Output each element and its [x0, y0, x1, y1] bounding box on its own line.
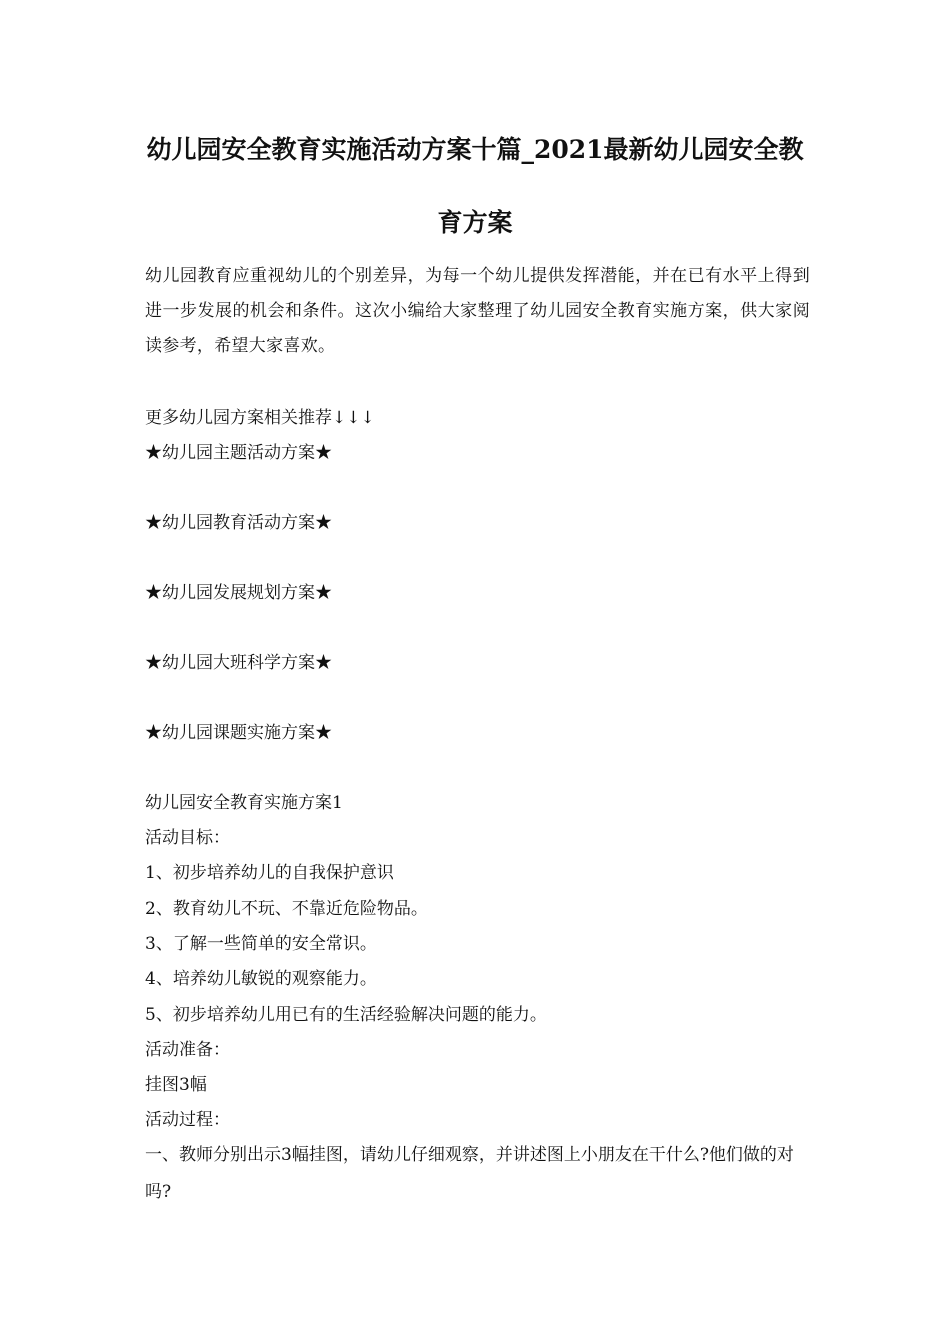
recommend-link-theme-activity[interactable]: ★幼儿园主题活动方案★ — [145, 443, 332, 463]
goals-label: 活动目标： — [145, 828, 230, 848]
goal-item: 4、培养幼儿敏锐的观察能力。 — [145, 969, 377, 989]
recommend-link-education-activity[interactable]: ★幼儿园教育活动方案★ — [145, 513, 332, 533]
recommend-heading: 更多幼儿园方案相关推荐↓↓↓ — [145, 408, 375, 428]
prep-label: 活动准备： — [145, 1040, 230, 1060]
document-title-line-2: 育方案 — [437, 208, 513, 237]
process-step-1: 一、教师分别出示3幅挂图，请幼儿仔细观察，并讲述图上小朋友在干什么?他们做的对吗? — [145, 1145, 794, 1202]
goal-item: 3、了解一些简单的安全常识。 — [145, 934, 377, 954]
prep-text: 挂图3幅 — [145, 1075, 207, 1095]
recommend-link-research-plan[interactable]: ★幼儿园课题实施方案★ — [145, 723, 332, 743]
goal-item: 1、初步培养幼儿的自我保护意识 — [145, 863, 394, 883]
recommend-link-development-plan[interactable]: ★幼儿园发展规划方案★ — [145, 583, 332, 603]
process-label: 活动过程： — [145, 1110, 230, 1130]
recommend-link-science-plan[interactable]: ★幼儿园大班科学方案★ — [145, 653, 332, 673]
intro-paragraph: 幼儿园教育应重视幼儿的个别差异，为每一个幼儿提供发挥潜能，并在已有水平上得到进一步发展的机会和条件。这次小编给大家整理了幼儿园安全教育实施方案，供大家阅读参考，希望大家喜欢。 — [145, 266, 810, 356]
section-title: 幼儿园安全教育实施方案1 — [145, 793, 343, 813]
document-title-line-1: 幼儿园安全教育实施活动方案十篇_2021最新幼儿园安全教 — [146, 135, 804, 164]
goal-item: 2、教育幼儿不玩、不靠近危险物品。 — [145, 899, 428, 919]
goal-item: 5、初步培养幼儿用已有的生活经验解决问题的能力。 — [145, 1005, 547, 1025]
